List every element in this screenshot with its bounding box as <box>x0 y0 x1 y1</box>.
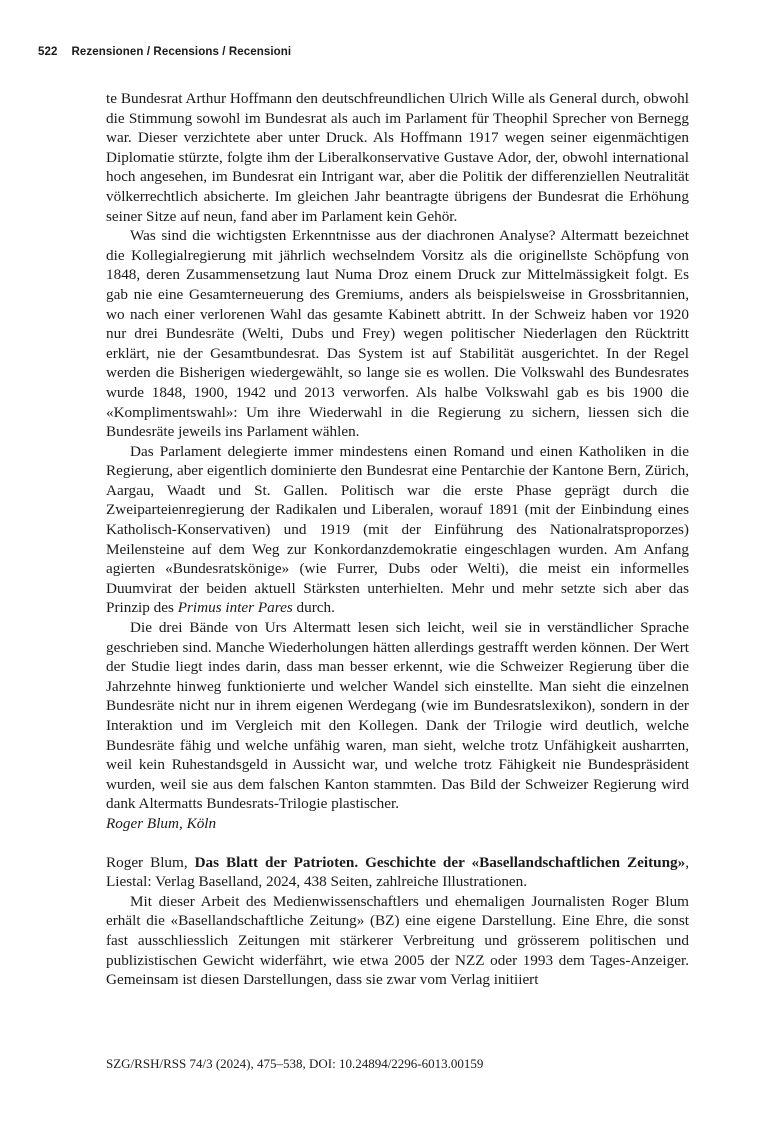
running-title: Rezensionen / Recensions / Recensioni <box>71 46 292 58</box>
review1-paragraph-2: Was sind die wichtigsten Erkenntnisse aus der diachronen Analyse? Altermatt bezeichnet die Kollegialregierung mit jährlich wechselndem Vorsitz als die originellste Schöpfung von 1848, deren Zusammensetzung laut Numa Droz einem Druck zur Mittelmässigkeit folgt. Es gab nie eine Gesamterneuerung des Gremiums, anders als beispielsweise in Grossbritannien, wo nach einer verlorenen Wahl das gesamte Kabinett abtritt. In der Schweiz haben vor 1920 nur drei Bundesräte (Welti, Dubs und Frey) wegen politischer Niederlagen den Rücktritt erklärt, nie der Gesamtbundesrat. Das System ist auf Stabilität ausgerichtet. In der Regel werden die Bisherigen wiedergewählt, so lange sie es wollen. Die Volkswahl des Bundesrates wurde 1848, 1900, 1942 und 2013 verworfen. Als halbe Volkswahl gab es bis 1900 die «Komplimentswahl»: Um ihre Wiederwahl in die Regierung zu sichern, liessen sich die Bundesräte jeweils ins Parlament wählen. <box>106 227 689 441</box>
book-details: , Liestal: Verlag Baselland, 2024, 438 Seiten, zahlreiche Illustrationen. <box>106 853 689 891</box>
running-header <box>38 46 291 58</box>
review2-bibliography <box>106 853 689 892</box>
reviewer-signature: Roger Blum, Köln <box>106 814 217 832</box>
review1-paragraph-3-text: Das Parlament delegierte immer mindestens einen Romand und einen Katholiken in die Regierung, aber eigentlich dominierte den Bundesrat eine Pentarchie der Kantone Bern, Zürich, Aargau, Waadt und St. Gallen. Politisch war die erste Phase geprägt durch die Zweiparteienregierung der Radikalen und Liberalen, worauf 1891 (mit der Einbindung eines Katholisch-Konservativen) und 1919 (mit der Einführung des Nationalratsproporzes) Meilensteine auf dem Weg zur Konkordanzdemokratie eingeschlagen wurden. Am Anfang agierten «Bundesratskönige» (wie Furrer, Dubs oder Welti), die meist ein informelles Duumvirat der beiden aktuell Stärksten unterhielten. Mehr und mehr setzte sich aber das Prinzip des <box>106 442 689 617</box>
review1-paragraph-3 <box>106 442 689 618</box>
book-author: Roger Blum, <box>106 853 195 871</box>
review1-paragraph-1: te Bundesrat Arthur Hoffmann den deutschfreundlichen Ulrich Wille als General durch, obwohl die Stimmung sowohl im Bundesrat als auch im Parlament für Theophil Sprecher von Bernegg war. Dieser verzichtete aber unter Druck. Als Hoffmann 1917 wegen seiner eigenmächtigen Diplomatie stürzte, folgte ihm der Liberalkonservative Gustave Ador, der, obwohl international hoch angesehen, im Bundesrat ein Intrigant war, aber die Politik der differenziellen Neutralität völkerrechtlich absicherte. Im gleichen Jahr beantragte übrigens der Bundesrat die Erhöhung seiner Sitze auf neun, fand aber im Parlament kein Gehör. <box>106 90 689 225</box>
book-title: Das Blatt der Patrioten. Geschichte der «Basellandschaftlichen Zeitung» <box>194 853 686 871</box>
body-text <box>106 89 689 990</box>
footer-citation: SZG/RSH/RSS 74/3 (2024), 475–538, DOI: 10.24894/2296-6013.00159 <box>106 1056 484 1071</box>
review1-paragraph-3-end: durch. <box>292 599 335 617</box>
section-gap <box>106 834 689 853</box>
italic-term: Primus inter Pares <box>177 599 293 617</box>
review2-paragraph-1: Mit dieser Arbeit des Medienwissenschaftlers und ehemaligen Journalisten Roger Blum erhält die «Basellandschaftliche Zeitung» (BZ) eine eigene Darstellung. Eine Ehre, die sonst fast ausschliesslich Zeitungen mit stärkerer Verbreitung und grösserem politischen und publizistischen Gewicht widerfährt, wie etwa 2005 der NZZ oder 1993 dem Tages-Anzeiger. Gemeinsam ist diesen Darstellungen, dass sie zwar vom Verlag initiiert <box>106 892 689 989</box>
review1-paragraph-4: Die drei Bände von Urs Altermatt lesen sich leicht, weil sie in verständlicher Sprache geschrieben sind. Manche Wiederholungen hätten allerdings gestrafft werden können. Der Wert der Studie liegt indes darin, dass man besser erkennt, wie die Schweizer Regierung über die Jahrzehnte hinweg funktionierte und welcher Wandel sich einstellte. Man sieht die einzelnen Bundesräte nicht nur in ihrem eigenen Werdegang (wie im Bundesratslexikon), sondern in der Interaktion und im Vergleich mit den Kollegen. Dank der Trilogie wird deutlich, welche Bundesräte fähig und welche unfähig waren, man sieht, welche trotz Unfähigkeit ausharrten, weil kein Ruhestandsgeld in Aussicht war, und welche trotz Fähigkeit nie Bundespräsident wurden, weil sie aus dem falschen Kanton stammten. Das Bild der Schweizer Regierung wird dank Altermatts Bundesrats-Trilogie plastischer. <box>106 619 689 813</box>
page-number: 522 <box>38 46 58 58</box>
